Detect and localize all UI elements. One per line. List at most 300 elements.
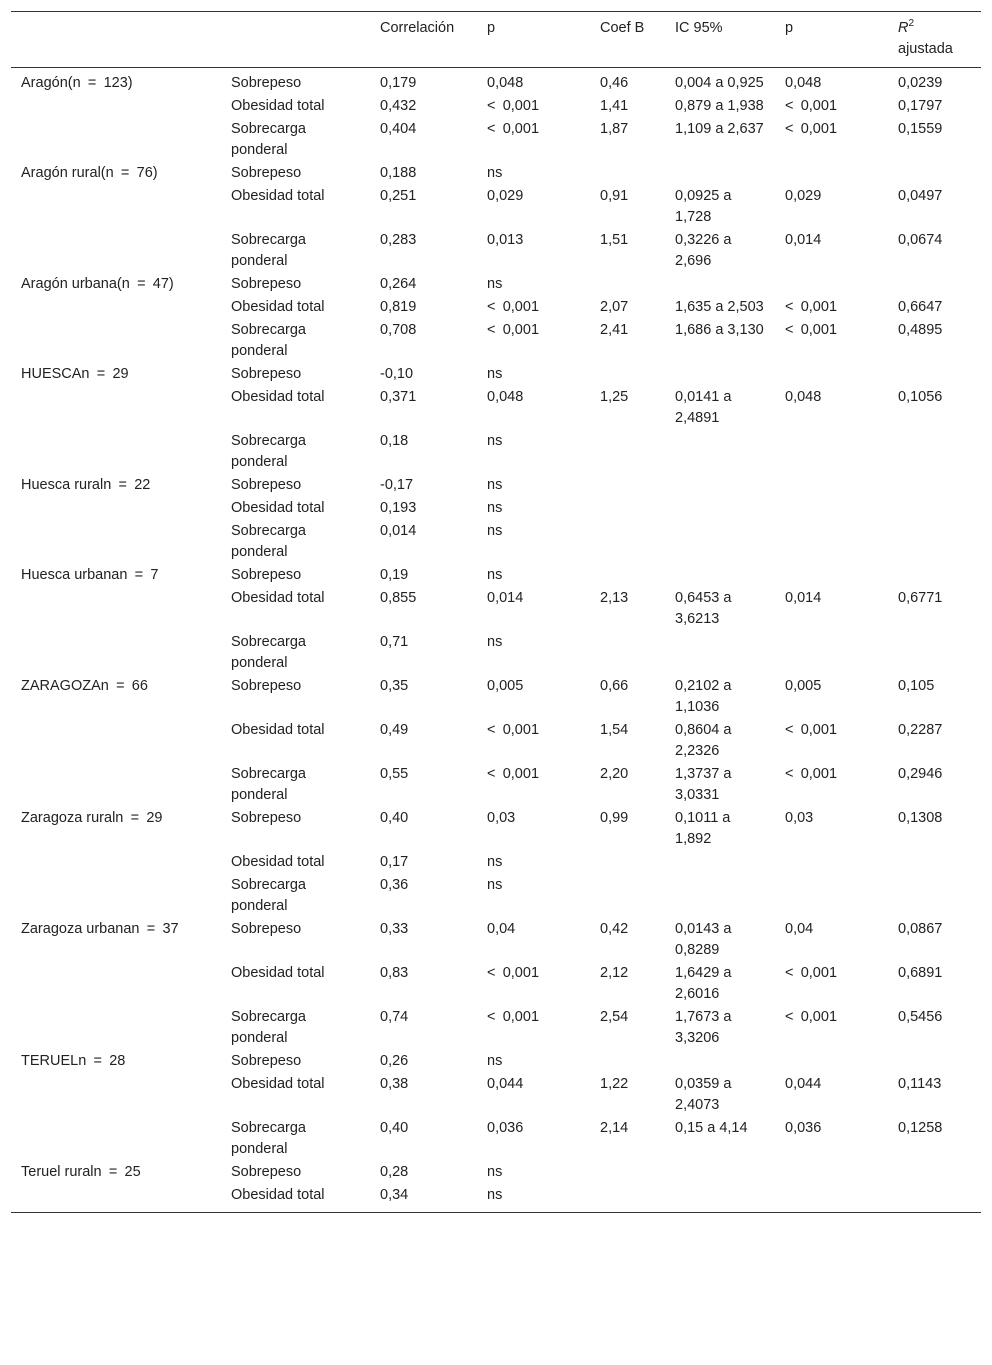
cell-category: Sobrecarga ponderal — [231, 121, 306, 158]
cell-r2-adjusted: 0,0497 — [898, 188, 943, 204]
cell-correlation: 0,28 — [380, 1164, 409, 1180]
cell-coef-b — [590, 631, 665, 675]
cell-p: ns — [487, 433, 503, 449]
cell-r2-adjusted — [888, 631, 981, 675]
cell-category: Obesidad total — [231, 98, 325, 114]
cell-category: Sobrepeso — [231, 477, 302, 493]
cell-group — [11, 1006, 221, 1050]
cell-coef-b — [590, 162, 665, 185]
cell-p-2: 0,029 — [785, 188, 822, 204]
cell-category: Obesidad total — [231, 299, 325, 315]
cell-p-2: 0,03 — [785, 810, 814, 826]
cell-p-2: 0,036 — [785, 1120, 822, 1136]
cell-r2-adjusted — [888, 1161, 981, 1184]
cell-correlation: 0,188 — [380, 165, 417, 181]
table-row — [11, 719, 981, 763]
cell-r2-adjusted: 0,1797 — [898, 98, 943, 114]
cell-correlation: 0,83 — [380, 965, 409, 981]
cell-p-2 — [775, 363, 888, 386]
header-p: p — [477, 12, 590, 68]
cell-r2-adjusted: 0,4895 — [898, 322, 943, 338]
cell-r2-adjusted — [888, 564, 981, 587]
table-row — [11, 319, 981, 363]
table-row — [11, 229, 981, 273]
cell-coef-b: 1,51 — [600, 232, 629, 248]
table-row — [11, 95, 981, 118]
table-row — [11, 1184, 981, 1213]
table-row — [11, 68, 981, 96]
cell-correlation: 0,179 — [380, 75, 417, 91]
header-r2-symbol: R — [898, 20, 909, 36]
table-row — [11, 918, 981, 962]
cell-p: < 0,001 — [487, 965, 540, 981]
cell-category: Sobrecarga ponderal — [231, 1120, 306, 1157]
cell-coef-b: 2,07 — [600, 299, 629, 315]
cell-ic95: 0,1011 a 1,892 — [675, 810, 731, 847]
table-body — [11, 68, 981, 1213]
cell-r2-adjusted — [888, 474, 981, 497]
cell-category: Sobrepeso — [231, 165, 302, 181]
cell-coef-b: 1,87 — [600, 121, 629, 137]
cell-ic95 — [665, 1184, 775, 1213]
table-row — [11, 185, 981, 229]
cell-r2-adjusted: 0,0674 — [898, 232, 943, 248]
cell-coef-b: 2,14 — [600, 1120, 629, 1136]
cell-ic95 — [665, 520, 775, 564]
cell-ic95 — [665, 474, 775, 497]
cell-category: Sobrecarga ponderal — [231, 877, 306, 914]
cell-correlation: 0,819 — [380, 299, 417, 315]
cell-category: Obesidad total — [231, 590, 325, 606]
cell-p: ns — [487, 1187, 503, 1203]
cell-p-2: < 0,001 — [785, 322, 838, 338]
cell-coef-b — [590, 564, 665, 587]
table-row — [11, 807, 981, 851]
cell-p: < 0,001 — [487, 322, 540, 338]
header-coef-b: Coef B — [590, 12, 665, 68]
cell-p: < 0,001 — [487, 1009, 540, 1025]
cell-r2-adjusted — [888, 363, 981, 386]
cell-p: ns — [487, 877, 503, 893]
cell-r2-adjusted: 0,5456 — [898, 1009, 943, 1025]
cell-correlation: 0,17 — [380, 854, 409, 870]
cell-r2-adjusted — [888, 851, 981, 874]
cell-group: Aragón(n = 123) — [21, 75, 133, 91]
table-row — [11, 587, 981, 631]
cell-p-2: < 0,001 — [785, 1009, 838, 1025]
cell-r2-adjusted — [888, 497, 981, 520]
cell-category: Obesidad total — [231, 1187, 325, 1203]
cell-p-2: 0,005 — [785, 678, 822, 694]
cell-p-2 — [775, 564, 888, 587]
cell-p-2: < 0,001 — [785, 121, 838, 137]
table-row — [11, 631, 981, 675]
table-row — [11, 1006, 981, 1050]
cell-r2-adjusted: 0,1559 — [898, 121, 943, 137]
cell-coef-b: 0,42 — [600, 921, 629, 937]
cell-coef-b — [590, 851, 665, 874]
table-row — [11, 851, 981, 874]
header-r2-exponent: 2 — [908, 18, 915, 30]
cell-p-2 — [775, 273, 888, 296]
cell-group — [11, 1184, 221, 1213]
cell-r2-adjusted: 0,0867 — [898, 921, 943, 937]
cell-group — [11, 520, 221, 564]
cell-category: Sobrecarga ponderal — [231, 766, 306, 803]
cell-group — [11, 430, 221, 474]
cell-p: < 0,001 — [487, 722, 540, 738]
cell-coef-b: 0,66 — [600, 678, 629, 694]
cell-group: TERUELn = 28 — [21, 1053, 126, 1069]
cell-group: Huesca urbanan = 7 — [21, 567, 159, 583]
cell-ic95: 1,686 a 3,130 — [675, 322, 764, 338]
table-row — [11, 1117, 981, 1161]
cell-r2-adjusted: 0,1143 — [898, 1076, 942, 1092]
header-group — [11, 12, 221, 68]
cell-r2-adjusted — [888, 520, 981, 564]
cell-r2-adjusted: 0,2287 — [898, 722, 943, 738]
cell-coef-b — [590, 363, 665, 386]
cell-correlation: 0,71 — [380, 634, 409, 650]
cell-group — [11, 118, 221, 162]
cell-correlation: 0,014 — [380, 523, 417, 539]
cell-category: Sobrepeso — [231, 810, 302, 826]
table-row — [11, 273, 981, 296]
cell-category: Sobrecarga ponderal — [231, 433, 306, 470]
cell-correlation: 0,74 — [380, 1009, 409, 1025]
cell-p: 0,014 — [487, 590, 524, 606]
cell-ic95 — [665, 851, 775, 874]
cell-ic95 — [665, 1161, 775, 1184]
cell-p-2: < 0,001 — [785, 965, 838, 981]
cell-correlation: 0,19 — [380, 567, 409, 583]
cell-ic95 — [665, 564, 775, 587]
cell-correlation: 0,855 — [380, 590, 417, 606]
cell-group: Huesca ruraln = 22 — [21, 477, 151, 493]
cell-category: Sobrecarga ponderal — [231, 634, 306, 671]
cell-p-2 — [775, 497, 888, 520]
cell-category: Obesidad total — [231, 965, 325, 981]
cell-group: Aragón rural(n = 76) — [21, 165, 158, 181]
cell-category: Obesidad total — [231, 1076, 325, 1092]
cell-correlation: 0,38 — [380, 1076, 409, 1092]
header-category — [221, 12, 370, 68]
cell-coef-b — [590, 273, 665, 296]
cell-p: < 0,001 — [487, 299, 540, 315]
cell-p: ns — [487, 477, 503, 493]
cell-ic95: 0,879 a 1,938 — [675, 98, 764, 114]
cell-p: ns — [487, 854, 503, 870]
cell-category: Obesidad total — [231, 722, 325, 738]
cell-group — [11, 719, 221, 763]
cell-p-2 — [775, 631, 888, 675]
cell-group — [11, 497, 221, 520]
cell-coef-b — [590, 474, 665, 497]
cell-ic95: 0,0925 a 1,728 — [675, 188, 732, 225]
cell-coef-b — [590, 1184, 665, 1213]
cell-r2-adjusted: 0,0239 — [898, 75, 943, 91]
cell-correlation: 0,404 — [380, 121, 417, 137]
cell-correlation: 0,34 — [380, 1187, 409, 1203]
table-row — [11, 1073, 981, 1117]
cell-p: < 0,001 — [487, 121, 540, 137]
cell-group: Zaragoza ruraln = 29 — [21, 810, 163, 826]
cell-r2-adjusted: 0,105 — [898, 678, 935, 694]
cell-coef-b — [590, 1161, 665, 1184]
cell-coef-b: 1,22 — [600, 1076, 629, 1092]
cell-r2-adjusted: 0,2946 — [898, 766, 943, 782]
cell-p: ns — [487, 165, 503, 181]
cell-r2-adjusted — [888, 430, 981, 474]
table-row — [11, 763, 981, 807]
cell-category: Obesidad total — [231, 854, 325, 870]
cell-p: ns — [487, 1053, 503, 1069]
cell-group — [11, 851, 221, 874]
cell-p-2 — [775, 1184, 888, 1213]
cell-correlation: -0,10 — [380, 366, 414, 382]
cell-r2-adjusted — [888, 273, 981, 296]
cell-p: 0,044 — [487, 1076, 524, 1092]
cell-category: Sobrecarga ponderal — [231, 232, 306, 269]
table-row — [11, 296, 981, 319]
cell-p-2: 0,044 — [785, 1076, 822, 1092]
cell-p-2 — [775, 430, 888, 474]
cell-ic95: 1,3737 a 3,0331 — [675, 766, 732, 803]
cell-p-2 — [775, 874, 888, 918]
cell-group: Teruel ruraln = 25 — [21, 1164, 141, 1180]
cell-r2-adjusted — [888, 874, 981, 918]
cell-correlation: 0,40 — [380, 810, 409, 826]
cell-correlation: 0,18 — [380, 433, 409, 449]
table-row — [11, 162, 981, 185]
cell-r2-adjusted: 0,6647 — [898, 299, 943, 315]
cell-p-2: 0,014 — [785, 232, 822, 248]
cell-coef-b — [590, 874, 665, 918]
cell-correlation: -0,17 — [380, 477, 414, 493]
table-row — [11, 1161, 981, 1184]
cell-coef-b: 0,46 — [600, 75, 629, 91]
cell-ic95: 1,635 a 2,503 — [675, 299, 764, 315]
cell-coef-b: 1,41 — [600, 98, 629, 114]
cell-category: Sobrepeso — [231, 366, 302, 382]
cell-p-2: 0,04 — [785, 921, 814, 937]
cell-coef-b: 2,13 — [600, 590, 629, 606]
cell-group — [11, 229, 221, 273]
cell-ic95: 0,0143 a 0,8289 — [675, 921, 732, 958]
cell-correlation: 0,251 — [380, 188, 417, 204]
cell-p: < 0,001 — [487, 766, 540, 782]
cell-p: 0,013 — [487, 232, 524, 248]
cell-group — [11, 185, 221, 229]
cell-p: 0,048 — [487, 75, 524, 91]
header-r2-adjusted — [888, 12, 981, 68]
cell-group — [11, 631, 221, 675]
table-row — [11, 118, 981, 162]
cell-ic95 — [665, 430, 775, 474]
cell-correlation: 0,35 — [380, 678, 409, 694]
cell-r2-adjusted: 0,1308 — [898, 810, 943, 826]
table-row — [11, 675, 981, 719]
cell-group — [11, 95, 221, 118]
cell-ic95 — [665, 631, 775, 675]
table-row — [11, 962, 981, 1006]
cell-coef-b — [590, 1050, 665, 1073]
cell-ic95 — [665, 1050, 775, 1073]
cell-p: 0,029 — [487, 188, 524, 204]
cell-r2-adjusted: 0,1056 — [898, 389, 943, 405]
header-row — [11, 12, 981, 68]
cell-p-2 — [775, 1050, 888, 1073]
cell-r2-adjusted: 0,6771 — [898, 590, 943, 606]
cell-coef-b — [590, 520, 665, 564]
results-table — [11, 11, 981, 1213]
cell-correlation: 0,371 — [380, 389, 417, 405]
cell-ic95: 0,2102 a 1,1036 — [675, 678, 732, 715]
cell-ic95: 0,6453 a 3,6213 — [675, 590, 732, 627]
cell-p: ns — [487, 567, 503, 583]
cell-p-2 — [775, 162, 888, 185]
cell-group — [11, 296, 221, 319]
cell-ic95: 1,6429 a 2,6016 — [675, 965, 732, 1002]
cell-p-2: < 0,001 — [785, 722, 838, 738]
cell-p-2 — [775, 520, 888, 564]
cell-p-2 — [775, 851, 888, 874]
cell-coef-b: 2,12 — [600, 965, 629, 981]
cell-p: 0,048 — [487, 389, 524, 405]
cell-p: ns — [487, 1164, 503, 1180]
cell-r2-adjusted — [888, 162, 981, 185]
table-row — [11, 386, 981, 430]
cell-coef-b — [590, 430, 665, 474]
cell-r2-adjusted — [888, 1184, 981, 1213]
cell-group: ZARAGOZAn = 66 — [21, 678, 148, 694]
cell-category: Obesidad total — [231, 389, 325, 405]
table-row — [11, 363, 981, 386]
cell-correlation: 0,26 — [380, 1053, 409, 1069]
cell-p: ns — [487, 366, 503, 382]
table-row — [11, 474, 981, 497]
cell-ic95: 0,0141 a 2,4891 — [675, 389, 732, 426]
cell-p: ns — [487, 523, 503, 539]
cell-category: Sobrepeso — [231, 75, 302, 91]
cell-category: Sobrepeso — [231, 921, 302, 937]
cell-group — [11, 319, 221, 363]
cell-ic95: 0,15 a 4,14 — [675, 1120, 748, 1136]
header-correlation: Correlación — [370, 12, 477, 68]
cell-group: HUESCAn = 29 — [21, 366, 129, 382]
cell-group — [11, 587, 221, 631]
cell-category: Sobrecarga ponderal — [231, 322, 306, 359]
cell-ic95: 0,0359 a 2,4073 — [675, 1076, 732, 1113]
cell-ic95: 0,3226 a 2,696 — [675, 232, 732, 269]
cell-group — [11, 1117, 221, 1161]
cell-group — [11, 874, 221, 918]
cell-p: 0,04 — [487, 921, 516, 937]
header-ic95: IC 95% — [665, 12, 775, 68]
table-row — [11, 1050, 981, 1073]
cell-r2-adjusted: 0,1258 — [898, 1120, 943, 1136]
cell-coef-b: 2,41 — [600, 322, 629, 338]
cell-p-2: < 0,001 — [785, 766, 838, 782]
cell-group: Aragón urbana(n = 47) — [21, 276, 174, 292]
cell-coef-b: 0,91 — [600, 188, 629, 204]
cell-p-2 — [775, 1161, 888, 1184]
cell-group — [11, 386, 221, 430]
cell-category: Sobrecarga ponderal — [231, 523, 306, 560]
cell-correlation: 0,33 — [380, 921, 409, 937]
cell-correlation: 0,49 — [380, 722, 409, 738]
cell-correlation: 0,283 — [380, 232, 417, 248]
cell-coef-b — [590, 497, 665, 520]
cell-correlation: 0,55 — [380, 766, 409, 782]
table-row — [11, 564, 981, 587]
cell-p: ns — [487, 634, 503, 650]
cell-category: Sobrepeso — [231, 276, 302, 292]
cell-group — [11, 763, 221, 807]
cell-r2-adjusted — [888, 1050, 981, 1073]
cell-coef-b: 2,54 — [600, 1009, 629, 1025]
cell-correlation: 0,432 — [380, 98, 417, 114]
cell-r2-adjusted: 0,6891 — [898, 965, 943, 981]
cell-coef-b: 0,99 — [600, 810, 629, 826]
cell-group: Zaragoza urbanan = 37 — [21, 921, 179, 937]
cell-ic95: 1,109 a 2,637 — [675, 121, 764, 137]
cell-correlation: 0,264 — [380, 276, 417, 292]
cell-p-2: 0,014 — [785, 590, 822, 606]
cell-ic95 — [665, 162, 775, 185]
cell-p: ns — [487, 276, 503, 292]
cell-category: Obesidad total — [231, 188, 325, 204]
cell-category: Obesidad total — [231, 500, 325, 516]
cell-p-2: 0,048 — [785, 389, 822, 405]
cell-correlation: 0,708 — [380, 322, 417, 338]
cell-p-2: 0,048 — [785, 75, 822, 91]
cell-p: < 0,001 — [487, 98, 540, 114]
cell-correlation: 0,193 — [380, 500, 417, 516]
table-row — [11, 497, 981, 520]
cell-group — [11, 962, 221, 1006]
cell-ic95 — [665, 273, 775, 296]
table-row — [11, 874, 981, 918]
cell-correlation: 0,36 — [380, 877, 409, 893]
cell-p: 0,005 — [487, 678, 524, 694]
cell-correlation: 0,40 — [380, 1120, 409, 1136]
cell-category: Sobrepeso — [231, 678, 302, 694]
cell-ic95 — [665, 874, 775, 918]
cell-category: Sobrecarga ponderal — [231, 1009, 306, 1046]
cell-p: 0,03 — [487, 810, 516, 826]
cell-group — [11, 1073, 221, 1117]
cell-coef-b: 1,25 — [600, 389, 629, 405]
cell-ic95 — [665, 497, 775, 520]
table-row — [11, 520, 981, 564]
cell-coef-b: 1,54 — [600, 722, 629, 738]
cell-ic95 — [665, 363, 775, 386]
cell-category: Sobrepeso — [231, 1164, 302, 1180]
cell-p-2: < 0,001 — [785, 98, 838, 114]
cell-category: Sobrepeso — [231, 1053, 302, 1069]
cell-p: 0,036 — [487, 1120, 524, 1136]
table-row — [11, 430, 981, 474]
cell-p-2 — [775, 474, 888, 497]
header-p-2: p — [775, 12, 888, 68]
cell-p-2: < 0,001 — [785, 299, 838, 315]
cell-ic95: 1,7673 a 3,3206 — [675, 1009, 732, 1046]
cell-p: ns — [487, 500, 503, 516]
cell-ic95: 0,004 a 0,925 — [675, 75, 764, 91]
cell-category: Sobrepeso — [231, 567, 302, 583]
cell-coef-b: 2,20 — [600, 766, 629, 782]
